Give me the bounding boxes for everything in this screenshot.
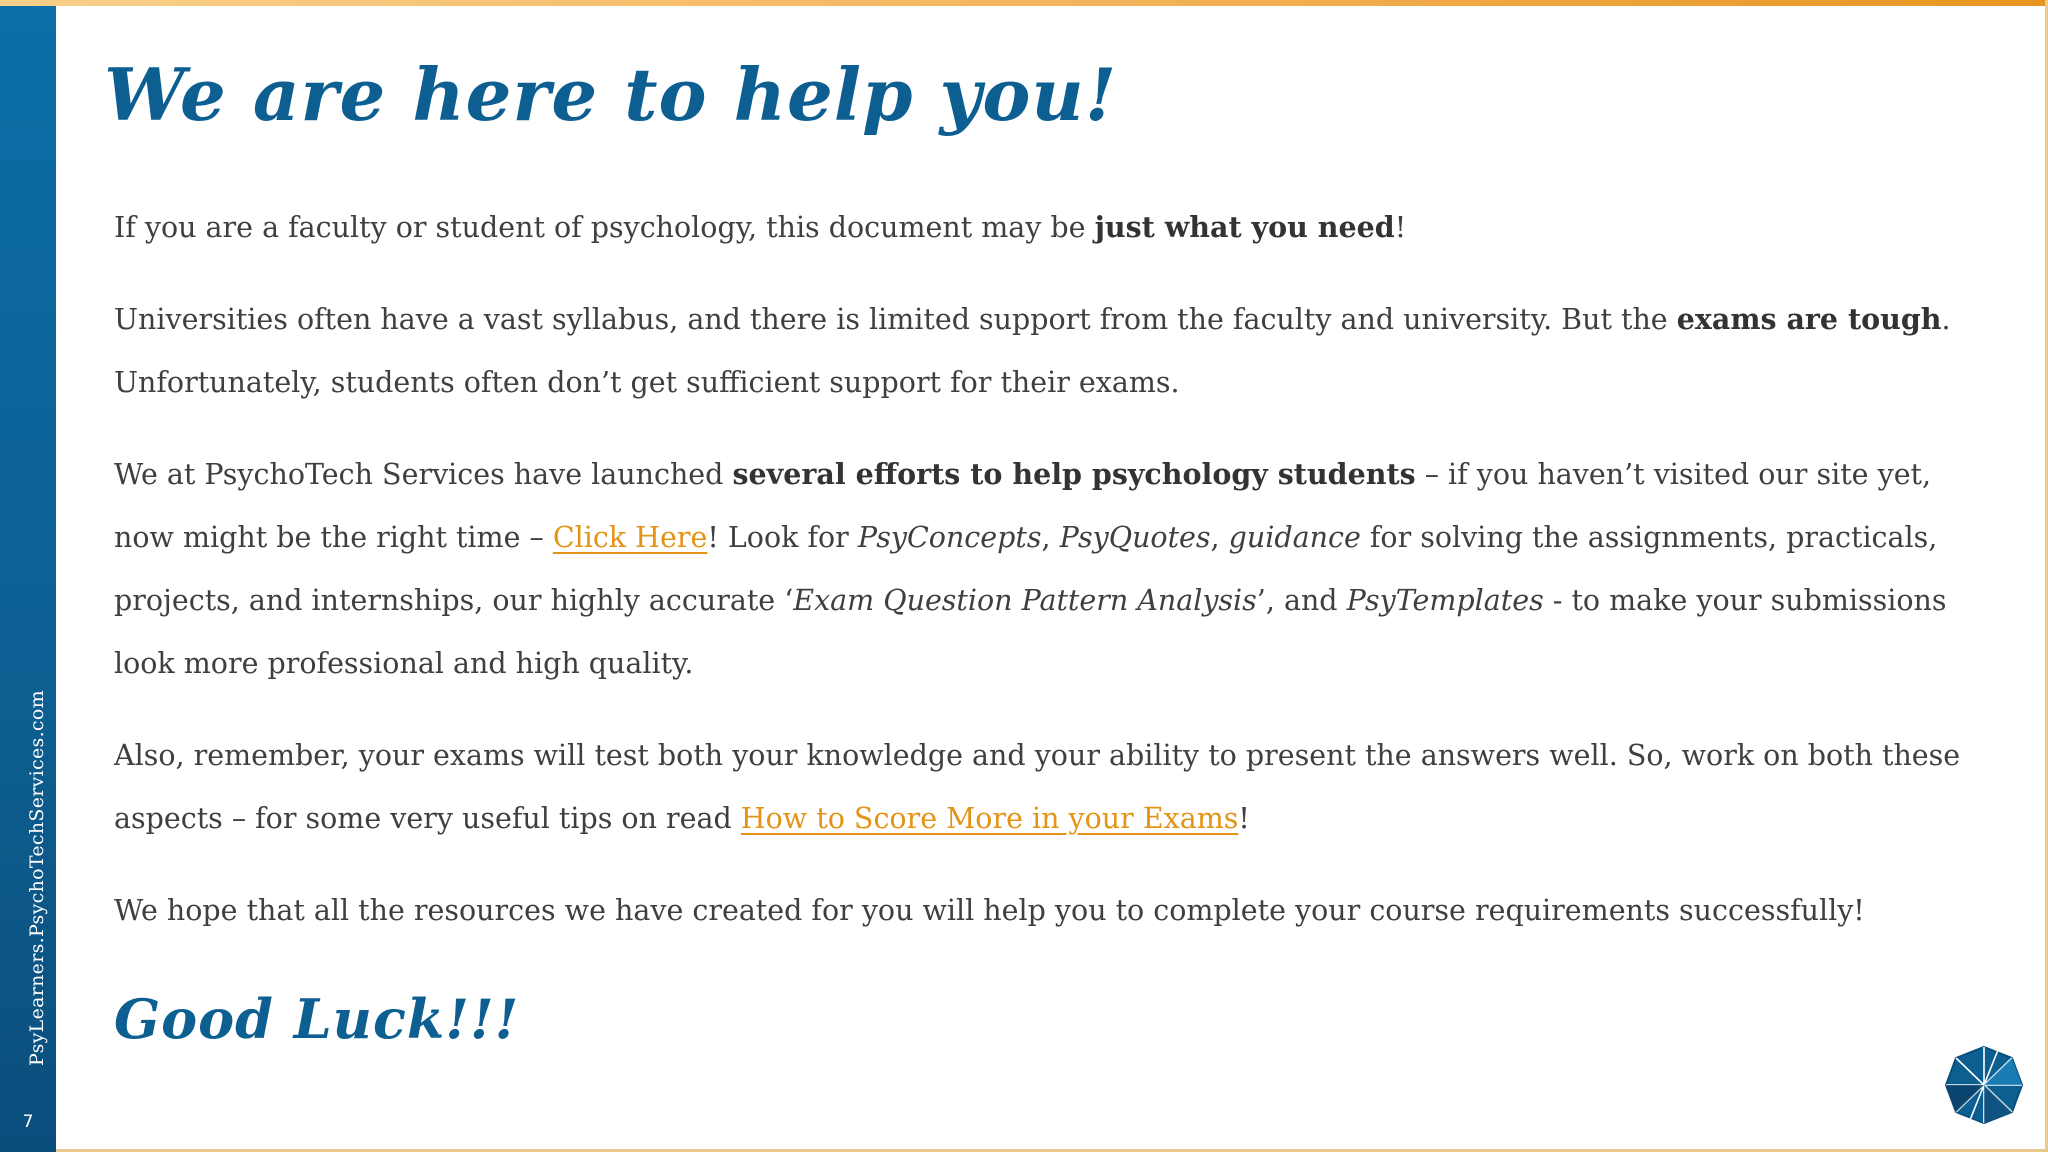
paragraph-intro xyxy=(114,196,1994,259)
text-run: , xyxy=(1041,521,1060,554)
closing-text: Good Luck!!! xyxy=(114,987,520,1051)
paragraph-exams xyxy=(114,724,1994,850)
text-run: ! Look for xyxy=(707,521,858,554)
text-run: . Unfortunately, students often don’t get sufficient support for their exams. xyxy=(114,303,1951,399)
italic-text: PsyTemplates xyxy=(1346,584,1544,617)
paragraph-hope xyxy=(114,879,1994,942)
paragraph-efforts xyxy=(114,443,1994,695)
text-run: If you are a faculty or student of psychology, this document may be xyxy=(114,211,1095,244)
paragraph-syllabus xyxy=(114,288,1994,414)
text-run: for solving the assignments, practicals, projects, and internships, our highly accurate ‘ xyxy=(114,521,1938,617)
italic-text: guidance xyxy=(1228,521,1361,554)
text-run: ! xyxy=(1238,802,1250,835)
text-run: , xyxy=(1210,521,1229,554)
page-number: 7 xyxy=(22,1112,34,1132)
bold-text: exams are tough xyxy=(1676,302,1942,336)
italic-text: PsyConcepts xyxy=(857,521,1042,554)
text-run: ’, and xyxy=(1256,584,1347,617)
text-run: Also, remember, your exams will test both your knowledge and your ability to present the answers well. So, work on both these aspects – for some very useful tips on read xyxy=(114,739,1961,835)
top-accent-bar xyxy=(0,0,2048,6)
sidebar-url: PsyLearners.PsychoTechServices.com xyxy=(26,690,48,1066)
italic-text: Exam Question Pattern Analysis xyxy=(793,584,1257,617)
text-run: Universities often have a vast syllabus, and there is limited support from the faculty and university. But the xyxy=(114,303,1677,336)
score-more-link[interactable]: How to Score More in your Exams xyxy=(740,802,1239,835)
text-run: We hope that all the resources we have created for you will help you to complete your course requirements successfully! xyxy=(114,894,1865,927)
text-run: – if you haven’t visited our site yet, now might be the right time – xyxy=(114,458,1932,554)
text-run: ! xyxy=(1394,211,1407,244)
click-here-link[interactable]: Click Here xyxy=(552,521,708,554)
italic-text: PsyQuotes xyxy=(1059,521,1211,554)
text-run: We at PsychoTech Services have launched xyxy=(114,458,733,491)
bold-text: several efforts to help psychology students xyxy=(732,457,1416,491)
body-content xyxy=(114,196,1994,971)
page-title: We are here to help you! xyxy=(104,52,1118,137)
geometric-shield-logo-icon xyxy=(1944,1045,2024,1125)
bold-text: just what you need xyxy=(1094,210,1395,244)
text-run: - to make your submissions look more professional and high quality. xyxy=(114,584,1947,680)
